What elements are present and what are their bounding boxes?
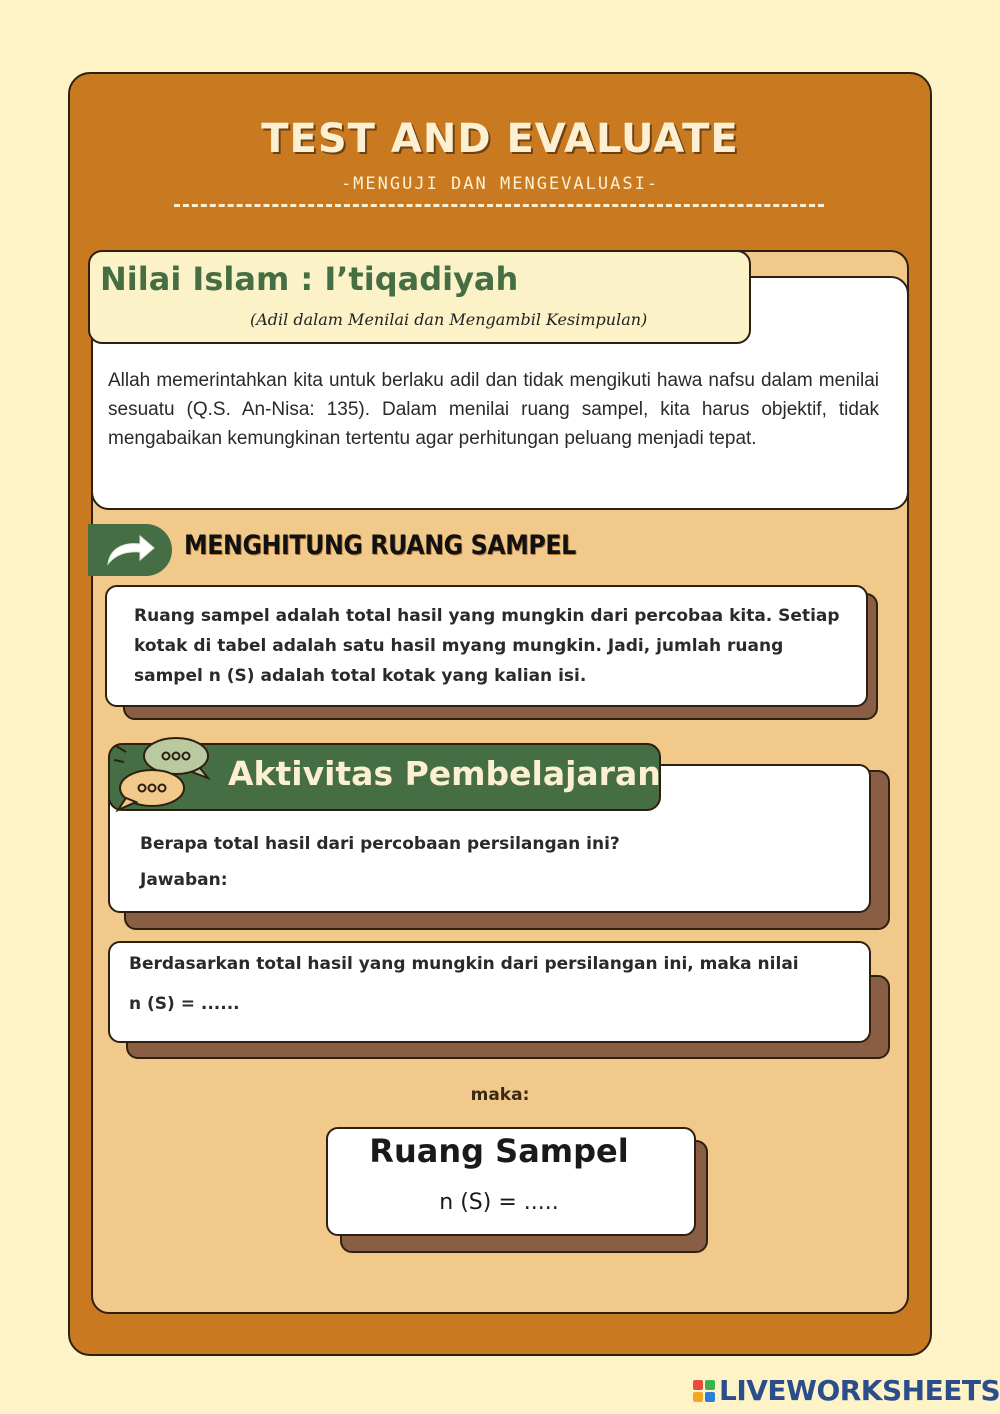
- aktivitas-title: Aktivitas Pembelajaran: [228, 754, 661, 793]
- conclusion-title: Ruang Sampel: [369, 1132, 629, 1170]
- logo-letter-l: [693, 1380, 703, 1390]
- islam-value-subtitle: (Adil dalam Menilai dan Mengambil Kesimpulan): [250, 310, 648, 329]
- page-title: TEST AND EVALUATE: [261, 116, 739, 162]
- answer-label: Jawaban:: [140, 870, 228, 890]
- logo-icon: [693, 1380, 715, 1402]
- activity-question: Berapa total hasil dari percobaan persilangan ini?: [140, 834, 620, 854]
- curved-arrow-icon: [88, 524, 172, 576]
- maka-label: maka:: [470, 1085, 530, 1105]
- conclusion-value: n (S) = .....: [439, 1190, 559, 1215]
- liveworksheets-logo: [693, 1374, 1000, 1407]
- logo-letter-v: [693, 1392, 703, 1402]
- page-subtitle: -MENGUJI DAN MENGEVALUASI-: [340, 174, 660, 194]
- section-heading: MENGHITUNG RUANG SAMPEL: [184, 530, 576, 561]
- chat-bubbles-icon: [112, 732, 216, 820]
- ns-value: n (S) = ......: [129, 994, 240, 1014]
- ns-text: Berdasarkan total hasil yang mungkin dari persilangan ini, maka nilai: [129, 954, 799, 974]
- ruang-text: Ruang sampel adalah total hasil yang mungkin dari percobaa kita. Setiap kotak di tabel adalah satu hasil myang mungkin. Jadi, jumlah ruang sampel n (S) adalah total kotak yang kalian isi.: [134, 606, 840, 686]
- logo-letter-e: [705, 1392, 715, 1402]
- dashed-divider: [174, 204, 824, 207]
- logo-text: LIVEWORKSHEETS: [719, 1374, 1000, 1407]
- logo-letter-i: [705, 1380, 715, 1390]
- islam-value-text: Allah memerintahkan kita untuk berlaku adil dan tidak mengikuti hawa nafsu dalam menilai sesuatu (Q.S. An-Nisa: 135). Dalam menilai ruang sampel, kita harus objektif, tidak mengabaikan kemungkinan tertentu agar perhitungan peluang menjadi tepat.: [108, 370, 879, 449]
- islam-value-title: Nilai Islam : I’tiqadiyah: [100, 260, 519, 298]
